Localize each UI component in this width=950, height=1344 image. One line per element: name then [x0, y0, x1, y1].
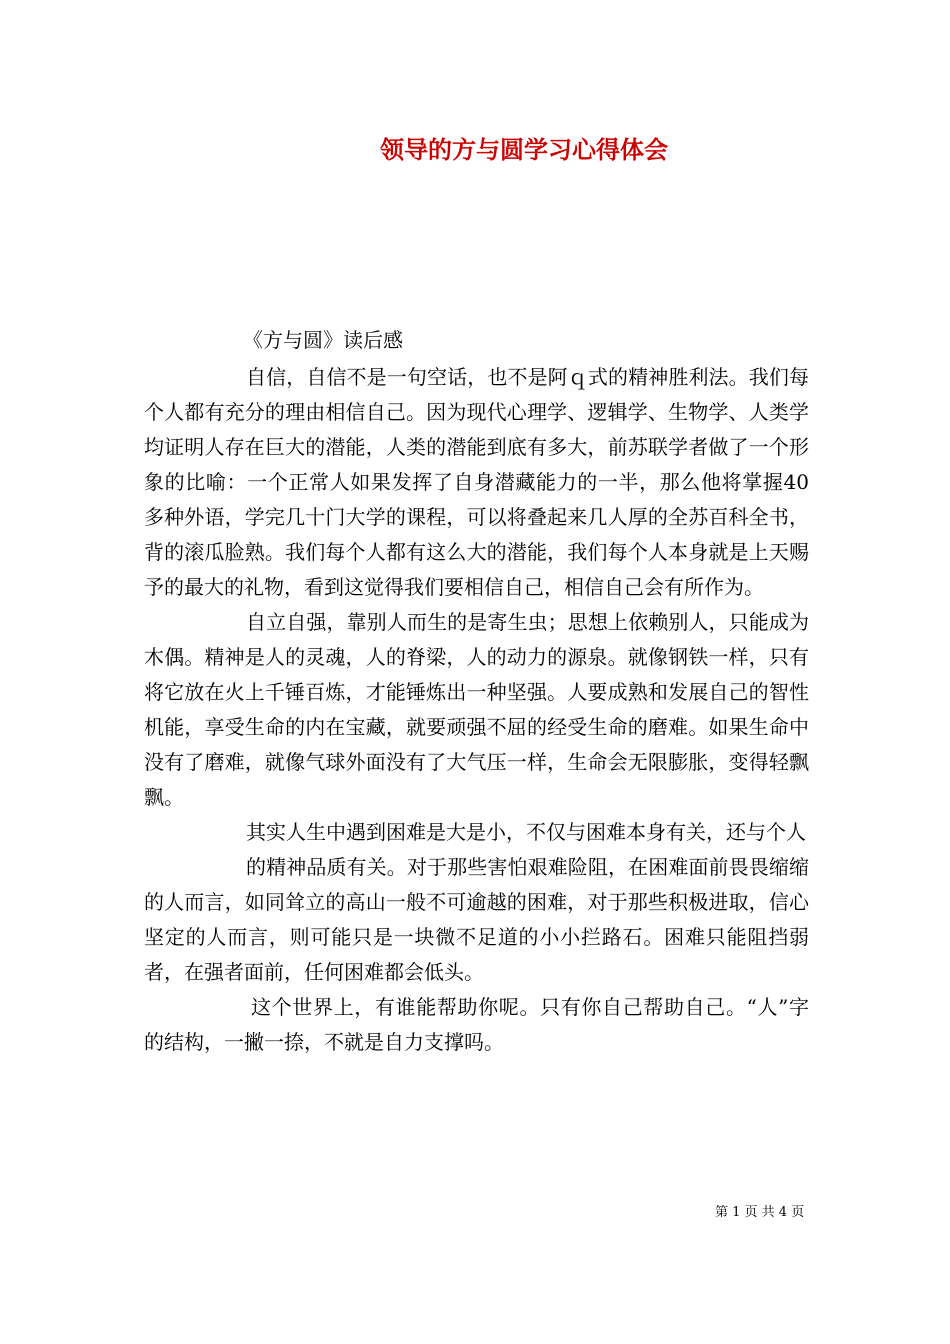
subtitle: 《方与圆》读后感 [243, 328, 403, 352]
paragraph-3: 其实人生中遇到困难是大是小，不仅与困难本身有关，还与个人 [246, 820, 806, 844]
page-number-footer: 第 1 页 共 4 页 [715, 1205, 805, 1220]
paragraph-4: 的精神品质有关。对于那些害怕艰难险阻，在困难面前畏畏缩缩的人而言，如同耸立的高山一般不可逾越的困难，对于那些积极进取，信心坚定的人而言，则可能只是一块微不足道的小小拦路石。困难只能阻挡弱者，在强者面前，任何困难都会低头。 [144, 855, 809, 984]
paragraph-1: 自信，自信不是一句空话，也不是阿ｑ式的精神胜利法。我们每个人都有充分的理由相信自己。因为现代心理学、逻辑学、生物学、人类学均证明人存在巨大的潜能，人类的潜能到底有多大，前苏联学者做了一个形象的比喻：一个正常人如果发挥了自身潜藏能力的一半，那么他将掌握40多种外语，学完几十门大学的课程，可以将叠起来几人厚的全苏百科全书，背的滚瓜脸熟。我们每个人都有这么大的潜能，我们每个人本身就是上天赐予的最大的礼物，看到这觉得我们要相信自己，相信自己会有所作为。 [144, 365, 809, 599]
paragraph-2: 自立自强，靠别人而生的是寄生虫；思想上依赖别人，只能成为木偶。精神是人的灵魂，人的脊梁，人的动力的源泉。就像钢铁一样，只有将它放在火上千锤百炼，才能锤炼出一种坚强。人要成熟和发展自己的智性机能，享受生命的内在宝藏，就要顽强不屈的经受生命的磨难。如果生命中没有了磨难，就像气球外面没有了大气压一样，生命会无限膨胀，变得轻飘飘。 [144, 610, 809, 809]
paragraph-5: 这个世界上，有谁能帮助你呢。只有你自己帮助自己。“人”字的结构，一撇一捺，不就是自力支撑吗。 [144, 995, 809, 1054]
body-text [144, 360, 809, 1060]
page-title: 领导的方与圆学习心得体会 [380, 135, 668, 164]
